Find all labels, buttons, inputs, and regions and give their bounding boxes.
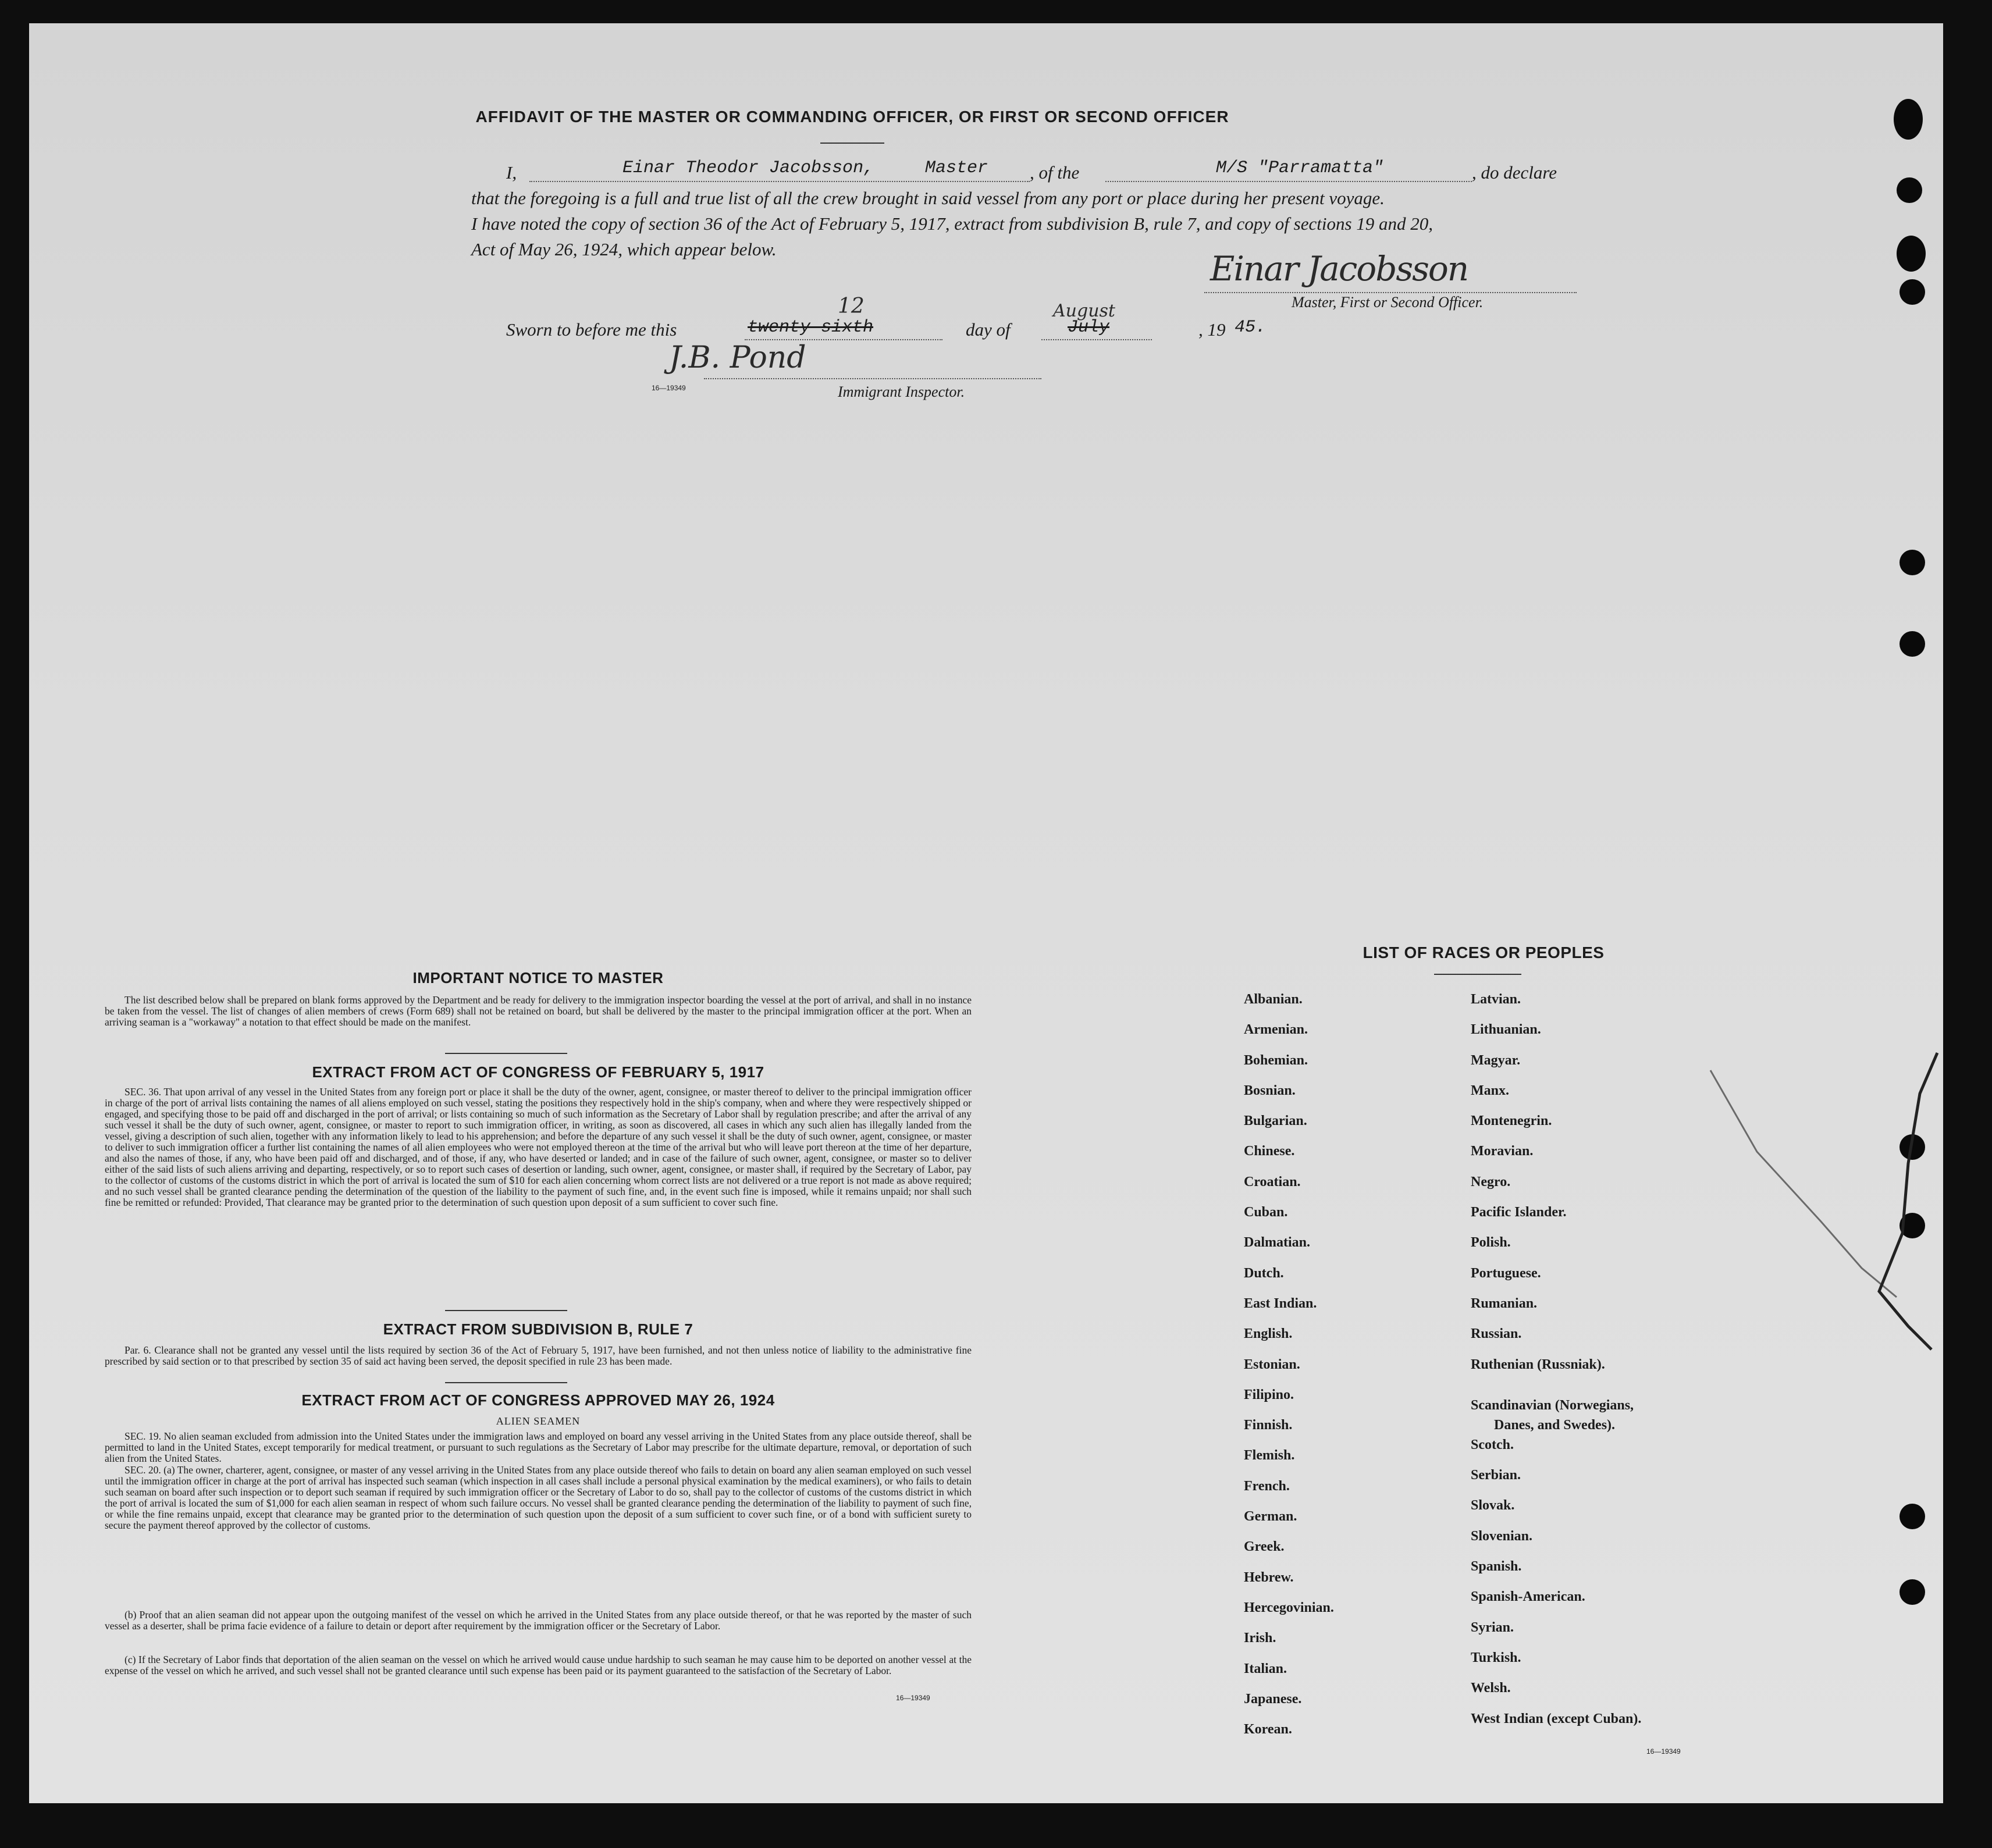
paper-tear-crease — [1687, 1047, 1943, 1373]
race-item: Slovak. — [1471, 1498, 1515, 1514]
master-signature: Einar Jacobsson — [1210, 249, 1468, 289]
races-heading: LIST OF RACES OR PEOPLES — [1363, 943, 1605, 962]
race-item: Russian. — [1471, 1326, 1522, 1342]
race-item: Korean. — [1244, 1722, 1292, 1737]
extract-1917-heading: EXTRACT FROM ACT OF CONGRESS OF FEBRUARY 5, 1917 — [312, 1063, 764, 1081]
race-item: Pacific Islander. — [1471, 1205, 1567, 1220]
race-item: German. — [1244, 1509, 1297, 1525]
race-item: Estonian. — [1244, 1356, 1300, 1372]
race-item: Rumanian. — [1471, 1295, 1538, 1311]
race-item: Bohemian. — [1244, 1052, 1308, 1068]
of-the-label: , of the — [1030, 162, 1080, 183]
race-item: Hercegovinian. — [1244, 1600, 1334, 1615]
sec20c-text: (c) If the Secretary of Labor finds that deportation of the alien seaman on the vessel on which he arrived would cause undue hardship to such seaman he may cause him to be deported on another vessel at the expense of the vessel on which he arrived, and such vessel shall not be granted clearance until such expense has been paid or its payment guaranteed to the satisfaction of the Secretary of Labor. — [105, 1654, 972, 1676]
race-item: Magyar. — [1471, 1052, 1521, 1068]
sec20a-text: SEC. 20. (a) The owner, charterer, agent, consignee, or master of any vessel arriving in the United States from any place outside thereof who fails to detain on board any alien seaman employed on such vessel until the immigration officer in charge at the port of arrival has inspected such seaman (which inspection in all cases shall include a personal physical examination by the medical examiners), or who fails to detain such seaman on board after such inspection or to deport such seaman if required by such immigration officer or the Secretary of Labor to do so, shall pay to the collector of customs of the customs district in which the port of arrival is located the sum of $1,000 for each alien seaman in respect of whom such failure occurs. No vessel shall be granted clearance pending the determination of the liability to payment of such fine, or while the fine remains unpaid, except that clearance may be granted prior to the determination of such question upon the deposit of a sum sufficient to cover such fine, or of a bond with sufficient surety to secure the payment thereof approved by the collector of customs. — [105, 1464, 972, 1531]
sec20b-text: (b) Proof that an alien seaman did not appear upon the outgoing manifest of the vessel on which he arrived in the United States from any place outside thereof, or that he was reported by the master of such vessel as a deserter, shall be prima facie evidence of a failure to detain or deport after requirement by the immigration officer or the Secretary of Labor. — [105, 1609, 972, 1632]
punch-hole — [1894, 99, 1923, 140]
affidavit-line-3: I have noted the copy of section 36 of the Act of February 5, 1917, extract from subdivision B, rule 7, and copy of sections 19 and 20, — [471, 213, 1433, 234]
race-item: Negro. — [1471, 1174, 1511, 1190]
notice-text: The list described below shall be prepared on blank forms approved by the Department and be ready for delivery to the immigration inspector boarding the vessel at the port of arrival, and shall in no instance be taken from the vessel. The list of changes of alien members of crews (Form 689) shall not be retained on board, but shall be delivered by the master to the principal immigration officer at the port. When an arriving seaman is a "workaway" a notation to that effect should be made on the manifest. — [105, 994, 972, 1028]
race-item: Danes, and Swedes). — [1494, 1417, 1616, 1433]
i-label: I, — [506, 162, 517, 183]
race-item: Flemish. — [1244, 1448, 1295, 1464]
race-item: Finnish. — [1244, 1418, 1293, 1433]
year-prefix: , 19 — [1198, 319, 1226, 340]
inspector-signature: J.B. Pond — [669, 340, 806, 375]
divider — [445, 1382, 567, 1383]
day-typed: twenty-sixth — [748, 318, 874, 337]
race-item: Ruthenian (Russniak). — [1471, 1356, 1605, 1372]
sworn-label: Sworn to before me this — [506, 319, 677, 340]
race-item: Italian. — [1244, 1661, 1287, 1676]
race-item: Manx. — [1471, 1083, 1509, 1098]
race-item: Serbian. — [1471, 1468, 1521, 1483]
race-item: Spanish. — [1471, 1559, 1522, 1575]
notice-heading: IMPORTANT NOTICE TO MASTER — [412, 969, 664, 987]
race-item: Scotch. — [1471, 1437, 1514, 1452]
race-item: Welsh. — [1471, 1680, 1511, 1696]
punch-hole — [1899, 279, 1925, 305]
inspector-caption: Immigrant Inspector. — [838, 383, 965, 400]
race-item: Polish. — [1471, 1235, 1511, 1251]
sworn-line — [506, 294, 1379, 346]
race-item: Greek. — [1244, 1539, 1285, 1555]
race-item: Japanese. — [1244, 1691, 1302, 1707]
name-fill-line — [529, 181, 1030, 182]
month-typed: July — [1068, 318, 1110, 337]
vessel-fill-line — [1105, 181, 1472, 182]
extract-1917-text: SEC. 36. That upon arrival of any vessel in the United States from any foreign port or place it shall be the duty of the owner, agent, consignee, or master thereof to deliver to the principal immigration officer in charge of the port of arrival lists containing the names of all aliens employed on such vessel, stating the positions they respectively hold in the ship's company, when and where they were respectively shipped or engaged, and specifying those to be paid off and discharged in the port of arrival; or lists containing so much of such information as the Secretary of Labor shall by regulation prescribe; and after the arrival of any such vessel it shall be the duty of such owner, agent, consignee, or master to report to such immigration officer, in writing, as soon as discovered, all cases in which any such alien has illegally landed from the vessel, giving a description of such alien, together with any information likely to lead to his apprehension; and before the departure of any such vessel it shall be the duty of such owner, agent, consignee, or master to deliver to such immigration officer a further list containing the names of all alien employees who were not employed thereon at the time of the arrival but who will leave port thereon at the time of her departure, and also the names of those, if any, who have been paid off and discharged, and of those, if any, who have deserted or landed; and in case of the failure of such owner, agent, consignee, or master so to deliver either of the said lists of such aliens arriving and departing, respectively, or so to report such cases of desertion or landing, such owner, agent, consignee, or master shall, if required by the Secretary of Labor, pay to the collector of customs of the customs district in which the port of arrival is located the sum of $10 for each alien concerning whom correct lists are not delivered or a true report is not made as above required; and no such vessel shall be granted clearance pending the determination of the question of the liability to the payment of such fine, and, in the event such fine is imposed, while it remains unpaid; nor shall such fine be remitted or refunded: Provided, That clearance may be granted prior to the determination of such question upon deposit of a sum sufficient to cover such fine. — [105, 1086, 972, 1208]
race-item: Cuban. — [1244, 1205, 1288, 1220]
race-item: Filipino. — [1244, 1387, 1294, 1402]
punch-hole — [1899, 1504, 1925, 1529]
punch-hole — [1899, 631, 1925, 657]
title-divider — [820, 143, 884, 144]
race-item: Dutch. — [1244, 1265, 1284, 1281]
race-item: Slovenian. — [1471, 1528, 1533, 1544]
affidavit-line-4: Act of May 26, 1924, which appear below. — [471, 239, 777, 259]
race-item: Armenian. — [1244, 1022, 1308, 1038]
day-handwritten: 12 — [838, 294, 865, 318]
race-item: Latvian. — [1471, 992, 1521, 1007]
alien-seamen-subheading: ALIEN SEAMEN — [496, 1415, 581, 1427]
races-form-number: 16—19349 — [1646, 1747, 1681, 1756]
race-item: Albanian. — [1244, 992, 1303, 1007]
master-name: Einar Theodor Jacobsson, — [622, 158, 874, 178]
punch-hole — [1899, 1579, 1925, 1605]
race-item: Montenegrin. — [1471, 1113, 1552, 1129]
year-typed: 45. — [1235, 318, 1267, 337]
race-item: Bosnian. — [1244, 1083, 1296, 1098]
race-item: Chinese. — [1244, 1144, 1295, 1159]
extract-1924-heading: EXTRACT FROM ACT OF CONGRESS APPROVED MAY 26, 1924 — [301, 1391, 775, 1409]
race-item: Irish. — [1244, 1630, 1276, 1646]
race-item: Lithuanian. — [1471, 1022, 1541, 1038]
rule7-heading: EXTRACT FROM SUBDIVISION B, RULE 7 — [383, 1320, 693, 1338]
race-item: Croatian. — [1244, 1174, 1301, 1190]
race-item: Hebrew. — [1244, 1569, 1294, 1585]
race-item: Bulgarian. — [1244, 1113, 1307, 1129]
do-declare-label: , do declare — [1472, 162, 1557, 183]
race-item: Spanish-American. — [1471, 1589, 1585, 1605]
affidavit-line-1 — [506, 160, 1612, 187]
race-item: Turkish. — [1471, 1650, 1521, 1665]
race-item: English. — [1244, 1326, 1293, 1342]
master-rank: Master — [925, 158, 988, 178]
punch-hole — [1899, 550, 1925, 575]
race-item: Dalmatian. — [1244, 1235, 1310, 1251]
day-of-label: day of — [966, 319, 1011, 340]
notices-form-number: 16—19349 — [896, 1694, 930, 1702]
divider — [445, 1310, 567, 1311]
affidavit-form-number: 16—19349 — [652, 384, 686, 392]
month-fill-line — [1041, 339, 1152, 340]
affidavit-title: AFFIDAVIT OF THE MASTER OR COMMANDING OFFICER, OR FIRST OR SECOND OFFICER — [475, 108, 1229, 126]
race-item: Scandinavian (Norwegians, — [1471, 1397, 1634, 1413]
race-item: Moravian. — [1471, 1144, 1534, 1159]
divider — [1434, 974, 1521, 975]
punch-hole — [1897, 177, 1922, 203]
affidavit-line-2: that the foregoing is a full and true list of all the crew brought in said vessel from any port or place during her present voyage. — [471, 188, 1385, 208]
month-handwritten: August — [1053, 301, 1115, 321]
race-item: West Indian (except Cuban). — [1471, 1711, 1642, 1726]
races-left-list — [1244, 992, 1465, 1752]
race-item: East Indian. — [1244, 1295, 1317, 1311]
signature-caption: Master, First or Second Officer. — [1292, 294, 1484, 311]
race-item: French. — [1244, 1478, 1290, 1494]
vessel-name: M/S "Parramatta" — [1216, 158, 1384, 178]
rule7-text: Par. 6. Clearance shall not be granted any vessel until the lists required by section 36 of the Act of February 5, 1917, have been furnished, and not then unless notice of liability to the administrative fine prescribed by said section or to that prescribed by section 35 of said act having been served, the deposit specified in rule 23 has been made. — [105, 1344, 972, 1367]
race-item: Syrian. — [1471, 1619, 1514, 1635]
race-item: Portuguese. — [1471, 1265, 1541, 1281]
document-page — [29, 23, 1943, 1803]
punch-hole — [1897, 236, 1926, 272]
sec19-text: SEC. 19. No alien seaman excluded from admission into the United States under the immigration laws and employed on board any vessel arriving in the United States from any place outside thereof, shall be permitted to land in the United States, except temporarily for medical treatment, or pursuant to such regulations as the Secretary of Labor may prescribe for the ultimate departure, removal, or deportation of such alien from the United States. — [105, 1430, 972, 1464]
divider — [445, 1053, 567, 1054]
